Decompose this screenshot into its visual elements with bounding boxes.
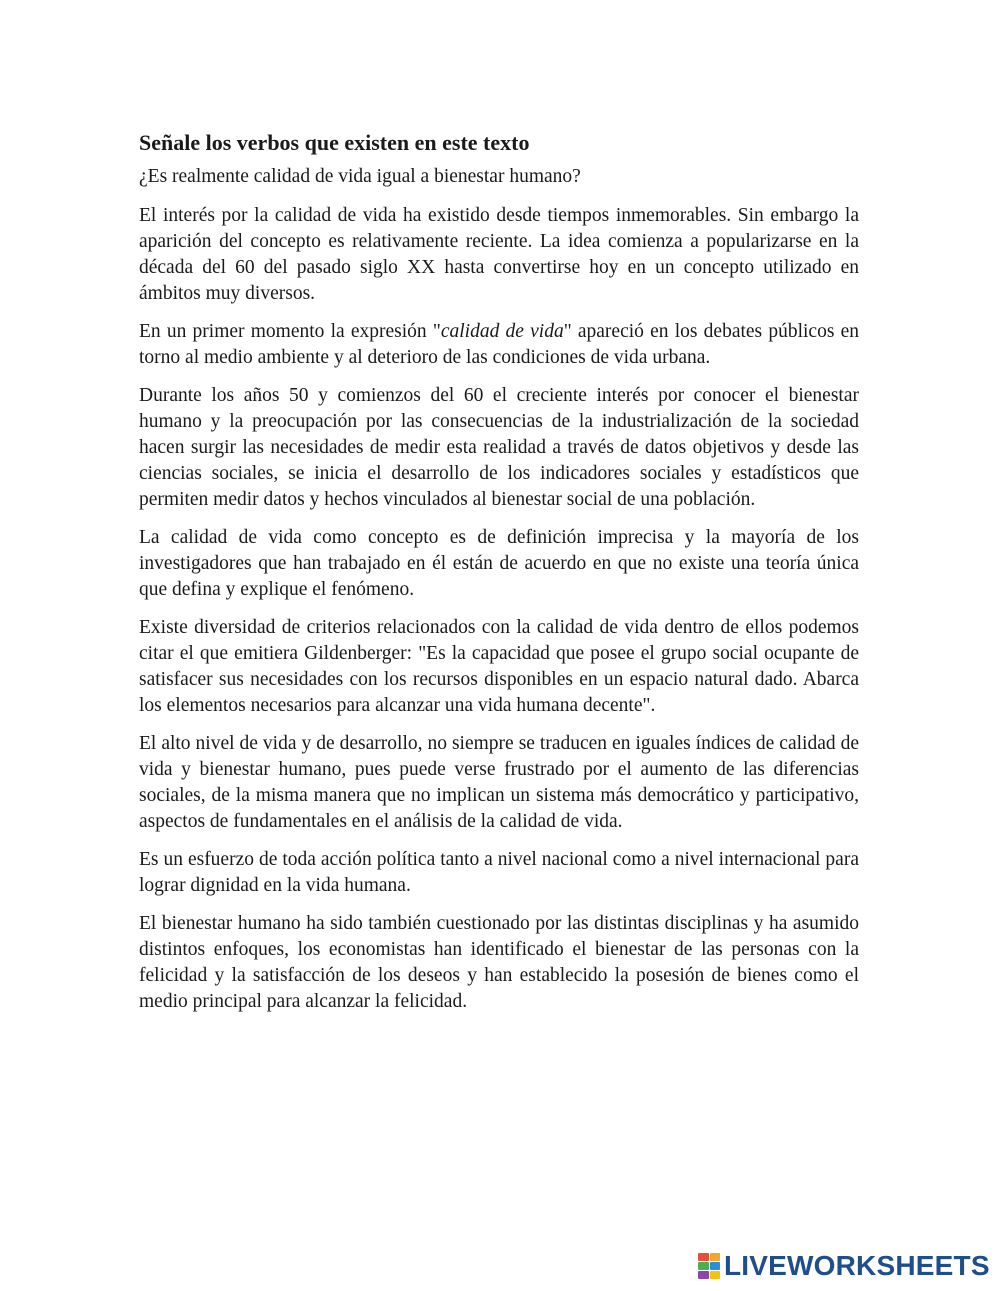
logo-block	[698, 1253, 709, 1261]
paragraph-2-italic-phrase[interactable]: calidad de vida	[440, 321, 564, 342]
question-line: ¿Es realmente calidad de vida igual a bienestar humano?	[139, 166, 581, 187]
paragraph-1[interactable]: El interés por la calidad de vida ha existido desde tiempos inmemorables. Sin embargo la aparición del concepto es relativamente reciente. La idea comienza a popularizarse en la década del 60 del pasado siglo XX hasta convertirse hoy en un concepto utilizado en ámbitos muy diversos.	[139, 205, 859, 304]
paragraph-8[interactable]: El bienestar humano ha sido también cuestionado por las distintas disciplinas y ha asumido distintos enfoques, los economistas han identificado el bienestar de las personas con la felicidad y la satisfacción de los deseos y han establecido la posesión de bienes como el medio principal para alcanzar la felicidad.	[139, 913, 859, 1012]
worksheet-title: Señale los verbos que existen en este texto	[139, 130, 530, 155]
liveworksheets-wordmark: LIVEWORKSHEETS	[724, 1250, 990, 1281]
paragraph-3[interactable]: Durante los años 50 y comienzos del 60 el creciente interés por conocer el bienestar humano y la preocupación por las consecuencias de la industrialización de la sociedad hacen surgir las necesidades de medir esta realidad a través de datos objetivos y desde las ciencias sociales, se inicia el desarrollo de los indicadores sociales y estadísticos que permiten medir datos y hechos vinculados al bienestar social de una población.	[139, 385, 859, 510]
paragraph-7[interactable]: Es un esfuerzo de toda acción política tanto a nivel nacional como a nivel internacional para lograr dignidad en la vida humana.	[139, 849, 859, 896]
paragraph-5[interactable]: Existe diversidad de criterios relacionados con la calidad de vida dentro de ellos podemos citar el que emitiera Gildenberger: "Es la capacidad que posee el grupo social ocupante de satisfacer sus necesidades con los recursos disponibles en un espacio natural dado. Abarca los elementos necesarios para alcanzar una vida humana decente".	[139, 617, 859, 716]
paragraph-6[interactable]: El alto nivel de vida y de desarrollo, no siempre se traducen en iguales índices de calidad de vida y bienestar humano, pues puede verse frustrado por el aumento de las diferencias sociales, de la misma manera que no implican un sistema más democrático y participativo, aspectos de fundamentales en el análisis de la calidad de vida.	[139, 733, 859, 832]
logo-block	[710, 1262, 721, 1270]
liveworksheets-brand	[698, 1251, 990, 1281]
paragraph-2-end[interactable]: " apareció en los debates públicos en torno al medio ambiente y al deterioro de las condiciones de vida urbana.	[139, 321, 860, 368]
paragraph-2[interactable]	[139, 319, 859, 371]
paragraph-4[interactable]: La calidad de vida como concepto es de definición imprecisa y la mayoría de los investigadores que han trabajado en él están de acuerdo en que no existe una teoría única que defina y explique el fenómeno.	[139, 527, 859, 600]
liveworksheets-logo-icon	[698, 1253, 720, 1279]
logo-block	[698, 1262, 709, 1270]
logo-block	[698, 1271, 709, 1279]
paragraph-2-start[interactable]: En un primer momento la expresión "	[139, 321, 441, 342]
worksheet-page	[139, 128, 859, 1027]
logo-block	[710, 1253, 721, 1261]
logo-block	[710, 1271, 721, 1279]
